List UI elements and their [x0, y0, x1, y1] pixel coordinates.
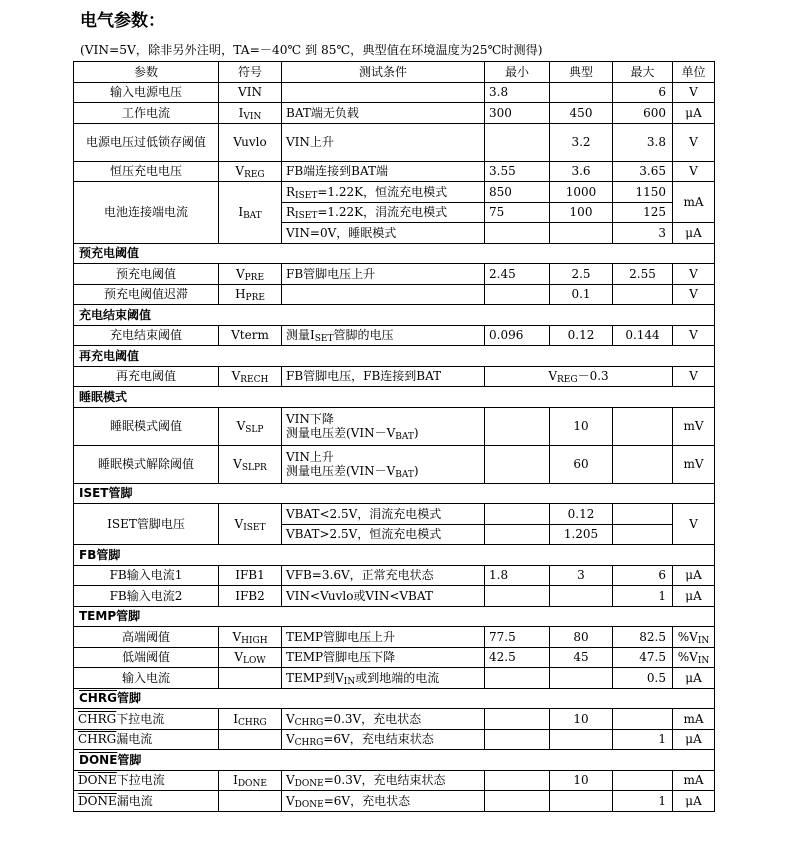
typ-cell	[550, 82, 613, 103]
condition-cell: FB端连接到BAT端	[282, 161, 485, 182]
unit-cell: V	[673, 366, 715, 387]
typ-cell: 3.2	[550, 123, 613, 161]
value-cell: $V_{REG}-0.3$	[485, 366, 673, 387]
typ-cell	[550, 586, 613, 607]
param-cell: ISET管脚电压	[74, 504, 219, 545]
max-cell	[613, 407, 673, 445]
max-cell	[613, 524, 673, 545]
condition-cell: VIN上升	[282, 123, 485, 161]
typ-cell: 100	[550, 202, 613, 223]
section-row	[74, 387, 715, 408]
typ-cell: 450	[550, 103, 613, 124]
section-row	[74, 305, 715, 326]
param-cell: CHRG下拉电流	[74, 709, 219, 730]
unit-cell: V	[673, 123, 715, 161]
symbol-cell: $V_{SLP}$	[219, 407, 282, 445]
section-row	[74, 346, 715, 367]
max-cell: 3.8	[613, 123, 673, 161]
typ-cell: 3	[550, 565, 613, 586]
section-row	[74, 545, 715, 566]
min-cell: 0.096	[485, 325, 550, 346]
typ-cell: 10	[550, 770, 613, 791]
symbol-cell: $V_{SLPR}$	[219, 445, 282, 483]
condition-cell: TEMP管脚电压下降	[282, 647, 485, 668]
table-row	[74, 82, 715, 103]
typ-cell: 2.5	[550, 264, 613, 285]
section-label: CHRG管脚	[74, 688, 715, 709]
max-cell: 0.144	[613, 325, 673, 346]
condition-cell: FB管脚电压，FB连接到BAT	[282, 366, 485, 387]
min-cell	[485, 791, 550, 812]
max-cell: 6	[613, 82, 673, 103]
param-cell: DONE下拉电流	[74, 770, 219, 791]
electrical-parameters-table	[73, 61, 715, 812]
unit-cell: $\%V_{IN}$	[673, 647, 715, 668]
table-row	[74, 668, 715, 689]
min-cell: 300	[485, 103, 550, 124]
min-cell: 75	[485, 202, 550, 223]
unit-cell: mV	[673, 445, 715, 483]
min-cell: 3.8	[485, 82, 550, 103]
max-cell: 2.55	[613, 264, 673, 285]
section-label: 再充电阈值	[74, 346, 715, 367]
table-row	[74, 445, 715, 483]
table-row	[74, 325, 715, 346]
condition-cell: $V_{DONE}=0.3V$，充电结束状态	[282, 770, 485, 791]
section-label: TEMP管脚	[74, 606, 715, 627]
min-cell: 3.55	[485, 161, 550, 182]
condition-cell: $V_{CHRG}=6V$，充电结束状态	[282, 729, 485, 750]
max-cell	[613, 504, 673, 525]
param-cell: 电源电压过低锁存阈值	[74, 123, 219, 161]
unit-cell: mA	[673, 709, 715, 730]
section-label: DONE管脚	[74, 750, 715, 771]
param-cell: 再充电阈值	[74, 366, 219, 387]
unit-cell: V	[673, 325, 715, 346]
condition-cell: $R_{ISET}=1.22K$，涓流充电模式	[282, 202, 485, 223]
unit-cell: mA	[673, 182, 715, 223]
section-row	[74, 483, 715, 504]
min-cell	[485, 407, 550, 445]
section-row	[74, 688, 715, 709]
min-cell	[485, 445, 550, 483]
condition-cell: VIN<Vuvlo或VIN<VBAT	[282, 586, 485, 607]
condition-cell: VIN=0V，睡眠模式	[282, 223, 485, 244]
section-label: 预充电阈值	[74, 243, 715, 264]
table-header-row	[74, 62, 715, 83]
max-cell: 1150	[613, 182, 673, 203]
max-cell: 47.5	[613, 647, 673, 668]
typ-cell: 60	[550, 445, 613, 483]
typ-cell	[550, 791, 613, 812]
table-row	[74, 627, 715, 648]
max-cell: 1	[613, 729, 673, 750]
typ-cell	[550, 729, 613, 750]
section-label: FB管脚	[74, 545, 715, 566]
typ-cell: 3.6	[550, 161, 613, 182]
symbol-cell: $V_{REG}$	[219, 161, 282, 182]
max-cell	[613, 709, 673, 730]
param-cell: 低端阈值	[74, 647, 219, 668]
unit-cell: μA	[673, 791, 715, 812]
param-cell: 预充电阈值	[74, 264, 219, 285]
unit-cell: V	[673, 504, 715, 545]
condition-cell: VBAT>2.5V，恒流充电模式	[282, 524, 485, 545]
max-cell: 125	[613, 202, 673, 223]
section-row	[74, 243, 715, 264]
typ-cell: 0.12	[550, 325, 613, 346]
header-unit: 单位	[673, 62, 715, 83]
section-row	[74, 606, 715, 627]
condition-cell: 测量$I_{SET}$管脚的电压	[282, 325, 485, 346]
min-cell: 42.5	[485, 647, 550, 668]
condition-cell	[282, 82, 485, 103]
min-cell	[485, 284, 550, 305]
param-cell: FB输入电流2	[74, 586, 219, 607]
min-cell	[485, 668, 550, 689]
table-row	[74, 103, 715, 124]
symbol-cell: Vterm	[219, 325, 282, 346]
min-cell	[485, 770, 550, 791]
table-row	[74, 182, 715, 203]
param-cell: 电池连接端电流	[74, 182, 219, 244]
max-cell: 6	[613, 565, 673, 586]
condition-cell: BAT端无负载	[282, 103, 485, 124]
table-row	[74, 407, 715, 445]
section-label: 充电结束阈值	[74, 305, 715, 326]
symbol-cell: $V_{PRE}$	[219, 264, 282, 285]
section-title: 电气参数：	[80, 11, 165, 31]
unit-cell: μA	[673, 565, 715, 586]
param-cell: 输入电流	[74, 668, 219, 689]
table-row	[74, 565, 715, 586]
param-cell: 充电结束阈值	[74, 325, 219, 346]
condition-cell: $R_{ISET}=1.22K$，恒流充电模式	[282, 182, 485, 203]
typ-cell: 10	[550, 407, 613, 445]
table-row	[74, 586, 715, 607]
table-row	[74, 504, 715, 525]
header-param: 参数	[74, 62, 219, 83]
symbol-cell	[219, 791, 282, 812]
symbol-cell	[219, 668, 282, 689]
param-cell: 睡眠模式阈值	[74, 407, 219, 445]
min-cell	[485, 709, 550, 730]
param-cell: FB输入电流1	[74, 565, 219, 586]
symbol-cell: $I_{VIN}$	[219, 103, 282, 124]
max-cell	[613, 284, 673, 305]
symbol-cell: $H_{PRE}$	[219, 284, 282, 305]
unit-cell: $\%V_{IN}$	[673, 627, 715, 648]
max-cell: 600	[613, 103, 673, 124]
table-row	[74, 709, 715, 730]
unit-cell: V	[673, 161, 715, 182]
max-cell: 1	[613, 791, 673, 812]
header-typ: 典型	[550, 62, 613, 83]
max-cell: 1	[613, 586, 673, 607]
unit-cell: μA	[673, 223, 715, 244]
table-row	[74, 366, 715, 387]
typ-cell: 80	[550, 627, 613, 648]
symbol-cell: Vuvlo	[219, 123, 282, 161]
symbol-cell: $V_{LOW}$	[219, 647, 282, 668]
header-symbol: 符号	[219, 62, 282, 83]
max-cell: 3.65	[613, 161, 673, 182]
table-row	[74, 161, 715, 182]
condition-cell: VFB=3.6V，正常充电状态	[282, 565, 485, 586]
param-cell: 睡眠模式解除阈值	[74, 445, 219, 483]
typ-cell: 10	[550, 709, 613, 730]
section-row	[74, 750, 715, 771]
typ-cell: 0.12	[550, 504, 613, 525]
section-label: ISET管脚	[74, 483, 715, 504]
max-cell	[613, 770, 673, 791]
table-row	[74, 770, 715, 791]
unit-cell: μA	[673, 729, 715, 750]
min-cell	[485, 223, 550, 244]
unit-cell: V	[673, 264, 715, 285]
param-cell: 恒压充电电压	[74, 161, 219, 182]
param-cell: 工作电流	[74, 103, 219, 124]
condition-cell: VIN下降 测量电压差$(VIN-V_{BAT})$	[282, 407, 485, 445]
max-cell: 3	[613, 223, 673, 244]
unit-cell: mA	[673, 770, 715, 791]
min-cell	[485, 524, 550, 545]
typ-cell: 0.1	[550, 284, 613, 305]
condition-cell: TEMP管脚电压上升	[282, 627, 485, 648]
min-cell: 850	[485, 182, 550, 203]
symbol-cell: $I_{BAT}$	[219, 182, 282, 244]
param-cell: 预充电阈值迟滞	[74, 284, 219, 305]
table-row	[74, 729, 715, 750]
min-cell	[485, 504, 550, 525]
max-cell: 82.5	[613, 627, 673, 648]
header-condition: 测试条件	[282, 62, 485, 83]
typ-cell: 1000	[550, 182, 613, 203]
condition-cell: VBAT<2.5V，涓流充电模式	[282, 504, 485, 525]
symbol-cell: IFB1	[219, 565, 282, 586]
section-label: 睡眠模式	[74, 387, 715, 408]
unit-cell: μA	[673, 103, 715, 124]
condition-cell	[282, 284, 485, 305]
typ-cell: 1.205	[550, 524, 613, 545]
condition-cell: $V_{CHRG}=0.3V$，充电状态	[282, 709, 485, 730]
symbol-cell: $I_{DONE}$	[219, 770, 282, 791]
max-cell: 0.5	[613, 668, 673, 689]
symbol-cell: $V_{ISET}$	[219, 504, 282, 545]
header-max: 最大	[613, 62, 673, 83]
max-cell	[613, 445, 673, 483]
min-cell	[485, 586, 550, 607]
min-cell: 2.45	[485, 264, 550, 285]
param-cell: DONE漏电流	[74, 791, 219, 812]
min-cell: 77.5	[485, 627, 550, 648]
condition-cell: VIN上升 测量电压差$(VIN-V_{BAT})$	[282, 445, 485, 483]
param-cell: CHRG漏电流	[74, 729, 219, 750]
symbol-cell: $V_{RECH}$	[219, 366, 282, 387]
table-row	[74, 284, 715, 305]
param-cell: 高端阈值	[74, 627, 219, 648]
unit-cell: mV	[673, 407, 715, 445]
unit-cell: V	[673, 284, 715, 305]
symbol-cell: $V_{HIGH}$	[219, 627, 282, 648]
min-cell	[485, 123, 550, 161]
min-cell: 1.8	[485, 565, 550, 586]
typ-cell	[550, 668, 613, 689]
table-row	[74, 791, 715, 812]
param-cell: 输入电源电压	[74, 82, 219, 103]
symbol-cell: $I_{CHRG}$	[219, 709, 282, 730]
header-min: 最小	[485, 62, 550, 83]
min-cell	[485, 729, 550, 750]
unit-cell: μA	[673, 586, 715, 607]
symbol-cell: IFB2	[219, 586, 282, 607]
unit-cell: V	[673, 82, 715, 103]
table-row	[74, 264, 715, 285]
condition-cell: $V_{DONE}=6V$，充电状态	[282, 791, 485, 812]
condition-cell: FB管脚电压上升	[282, 264, 485, 285]
table-row	[74, 123, 715, 161]
typ-cell: 45	[550, 647, 613, 668]
condition-cell: TEMP到$V_{IN}$或到地端的电流	[282, 668, 485, 689]
typ-cell	[550, 223, 613, 244]
table-row	[74, 647, 715, 668]
symbol-cell	[219, 729, 282, 750]
unit-cell: μA	[673, 668, 715, 689]
test-conditions-note: (VIN=5V，除非另外注明，TA=－40℃ 到 85℃，典型值在环境温度为25℃时测得)	[80, 43, 543, 57]
symbol-cell: VIN	[219, 82, 282, 103]
